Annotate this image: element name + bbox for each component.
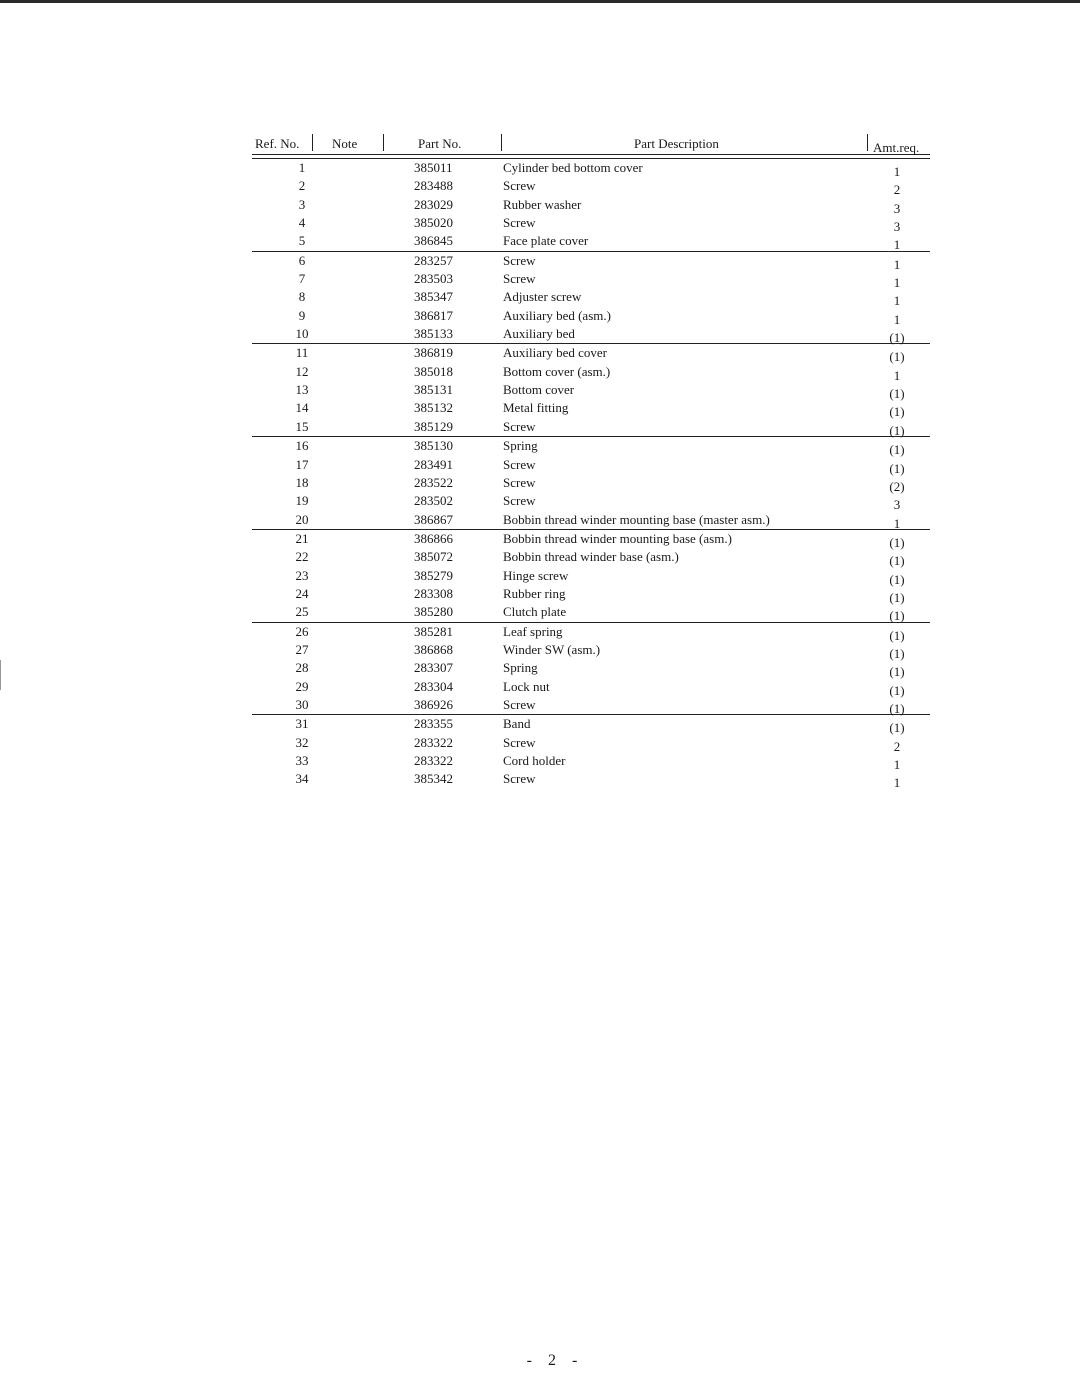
- table-row: [252, 325, 930, 344]
- amount-required-cell: (1): [889, 460, 905, 476]
- amount-required-cell: (1): [889, 645, 905, 661]
- ref-no-cell: 16: [295, 438, 309, 454]
- table-row: [252, 752, 930, 770]
- amount-required-cell: (1): [889, 330, 905, 346]
- part-description-cell: Face plate cover: [503, 233, 589, 249]
- table-row: [252, 678, 930, 696]
- part-description-cell: Auxiliary bed cover: [503, 345, 607, 361]
- part-description-cell: Rubber ring: [503, 585, 566, 601]
- part-description-cell: Spring: [503, 438, 538, 454]
- part-no-cell: 283307: [414, 660, 453, 676]
- table-header: [252, 134, 930, 155]
- part-no-cell: 385133: [414, 326, 453, 342]
- ref-no-cell: 31: [295, 716, 309, 732]
- ref-no-cell: 15: [295, 418, 309, 434]
- part-no-cell: 386867: [414, 511, 453, 527]
- amount-required-cell: 1: [893, 256, 901, 272]
- amount-required-cell: (1): [889, 589, 905, 605]
- amount-required-cell: (1): [889, 571, 905, 587]
- part-no-cell: 385072: [414, 549, 453, 565]
- part-no-cell: 283257: [414, 252, 453, 268]
- table-row: [252, 196, 930, 214]
- table-body: [252, 159, 930, 789]
- header-note: Note: [332, 136, 358, 151]
- ref-no-cell: 12: [295, 363, 309, 379]
- amount-required-cell: (1): [889, 349, 905, 365]
- part-no-cell: 386845: [414, 233, 453, 249]
- amount-required-cell: (1): [889, 700, 905, 716]
- part-no-cell: 385131: [414, 382, 453, 398]
- ref-no-cell: 18: [295, 474, 309, 490]
- amount-required-cell: (1): [889, 720, 905, 736]
- part-no-cell: 386868: [414, 641, 453, 657]
- part-description-cell: Bobbin thread winder mounting base (master asm.): [503, 511, 770, 527]
- header-part-no: Part No.: [418, 136, 462, 151]
- part-no-cell: 385011: [414, 160, 453, 175]
- header-separator: [867, 134, 868, 151]
- ref-no-cell: 20: [295, 511, 309, 527]
- table-row: [252, 511, 930, 530]
- part-description-cell: Screw: [503, 771, 536, 787]
- table-row: [252, 344, 930, 365]
- ref-no-cell: 9: [298, 307, 306, 323]
- part-description-cell: Screw: [503, 696, 536, 712]
- amount-required-cell: (1): [889, 627, 905, 643]
- top-border-rule: [0, 0, 1080, 3]
- part-description-cell: Band: [503, 716, 531, 732]
- table-row: [252, 641, 930, 659]
- part-no-cell: 385132: [414, 400, 453, 416]
- table-row: [252, 252, 930, 270]
- part-no-cell: 283488: [414, 178, 453, 194]
- table-row: [252, 381, 930, 402]
- amount-required-cell: (1): [889, 682, 905, 698]
- part-description-cell: Auxiliary bed (asm.): [503, 307, 611, 323]
- table-row: [252, 567, 930, 585]
- table-row: [252, 492, 930, 513]
- part-no-cell: 283491: [414, 456, 453, 472]
- parts-list-table: [252, 134, 930, 789]
- table-row: [252, 232, 930, 251]
- amount-required-cell: (1): [889, 608, 905, 624]
- part-description-cell: Hinge screw: [503, 567, 569, 583]
- part-description-cell: Screw: [503, 493, 536, 509]
- amount-required-cell: (1): [889, 534, 905, 550]
- ref-no-cell: 27: [295, 641, 309, 657]
- part-no-cell: 385342: [414, 771, 453, 787]
- ref-no-cell: 8: [298, 289, 306, 305]
- part-no-cell: 386819: [414, 345, 453, 361]
- amount-required-cell: (1): [889, 553, 905, 569]
- amount-required-cell: 1: [893, 275, 901, 291]
- table-row: [252, 159, 930, 177]
- ref-no-cell: 32: [295, 734, 309, 750]
- part-description-cell: Metal fitting: [503, 400, 569, 416]
- ref-no-cell: 1: [298, 160, 306, 175]
- part-description-cell: Bobbin thread winder mounting base (asm.): [503, 530, 732, 546]
- table-row: [252, 715, 930, 736]
- ref-no-cell: 29: [295, 678, 309, 694]
- part-no-cell: 283522: [414, 474, 453, 490]
- part-description-cell: Spring: [503, 660, 538, 676]
- amount-required-cell: 1: [893, 237, 901, 253]
- amount-required-cell: (2): [889, 478, 905, 494]
- ref-no-cell: 21: [295, 530, 309, 546]
- table-row: [252, 530, 930, 548]
- part-no-cell: 385347: [414, 289, 453, 305]
- scan-margin-mark: [0, 660, 1, 690]
- ref-no-cell: 33: [295, 753, 309, 768]
- part-description-cell: Clutch plate: [503, 604, 567, 620]
- part-no-cell: 283502: [414, 493, 453, 509]
- amount-required-cell: 3: [893, 200, 901, 216]
- part-description-cell: Cylinder bed bottom cover: [503, 160, 643, 175]
- amount-required-cell: (1): [889, 404, 905, 420]
- table-row: [252, 288, 930, 309]
- part-no-cell: 283322: [414, 734, 453, 750]
- header-ref-no: Ref. No.: [255, 136, 300, 151]
- ref-no-cell: 2: [298, 178, 306, 194]
- amount-required-cell: (1): [889, 422, 905, 438]
- table-row: [252, 363, 930, 381]
- ref-no-cell: 11: [295, 345, 309, 361]
- part-description-cell: Auxiliary bed: [503, 326, 575, 342]
- part-description-cell: Adjuster screw: [503, 289, 582, 305]
- part-description-cell: Bottom cover: [503, 382, 575, 398]
- header-separator: [501, 134, 502, 151]
- table-row: [252, 585, 930, 603]
- part-description-cell: Screw: [503, 215, 536, 231]
- table-row: [252, 474, 930, 492]
- header-amount-required: Amt.req.: [873, 140, 920, 155]
- part-no-cell: 385129: [414, 418, 453, 434]
- ref-no-cell: 6: [298, 252, 306, 268]
- table-row: [252, 399, 930, 420]
- part-no-cell: 385018: [414, 363, 453, 379]
- part-no-cell: 385130: [414, 438, 453, 454]
- amount-required-cell: (1): [889, 664, 905, 680]
- table-row: [252, 659, 930, 680]
- amount-required-cell: (1): [889, 442, 905, 458]
- part-description-cell: Screw: [503, 271, 536, 287]
- part-no-cell: 385020: [414, 215, 453, 231]
- part-description-cell: Screw: [503, 456, 536, 472]
- ref-no-cell: 7: [298, 271, 306, 287]
- amount-required-cell: 1: [893, 164, 901, 179]
- ref-no-cell: 19: [295, 493, 309, 509]
- part-no-cell: 283503: [414, 271, 453, 287]
- part-description-cell: Screw: [503, 252, 536, 268]
- ref-no-cell: 22: [295, 549, 309, 565]
- header-separator: [312, 134, 313, 151]
- amount-required-cell: 1: [893, 775, 901, 791]
- part-description-cell: Screw: [503, 474, 536, 490]
- part-no-cell: 283308: [414, 585, 453, 601]
- table-row: [252, 437, 930, 458]
- part-description-cell: Screw: [503, 734, 536, 750]
- ref-no-cell: 26: [295, 623, 309, 639]
- part-no-cell: 386926: [414, 696, 453, 712]
- table-row: [252, 270, 930, 291]
- ref-no-cell: 28: [295, 660, 309, 676]
- part-no-cell: 386866: [414, 530, 453, 546]
- amount-required-cell: 1: [893, 757, 901, 772]
- part-description-cell: Winder SW (asm.): [503, 641, 601, 657]
- table-row: [252, 214, 930, 235]
- part-description-cell: Leaf spring: [503, 623, 563, 639]
- table-row: [252, 548, 930, 569]
- part-description-cell: Screw: [503, 178, 536, 194]
- part-description-cell: Rubber washer: [503, 196, 582, 212]
- table-row: [252, 603, 930, 622]
- part-description-cell: Lock nut: [503, 678, 550, 694]
- amount-required-cell: 1: [893, 515, 901, 531]
- table-row: [252, 696, 930, 715]
- ref-no-cell: 14: [295, 400, 309, 416]
- amount-required-cell: 1: [893, 367, 901, 383]
- part-no-cell: 385279: [414, 567, 453, 583]
- part-no-cell: 385281: [414, 623, 453, 639]
- ref-no-cell: 24: [295, 585, 309, 601]
- ref-no-cell: 34: [295, 771, 309, 787]
- part-description-cell: Bobbin thread winder base (asm.): [503, 549, 679, 565]
- page-number: - 2 -: [526, 1352, 584, 1369]
- ref-no-cell: 17: [295, 456, 309, 472]
- amount-required-cell: 2: [893, 182, 901, 198]
- amount-required-cell: (1): [889, 386, 905, 402]
- amount-required-cell: 3: [893, 497, 901, 513]
- amount-required-cell: 1: [893, 293, 901, 309]
- part-no-cell: 283304: [414, 678, 453, 694]
- ref-no-cell: 10: [295, 326, 309, 342]
- table-row: [252, 770, 930, 791]
- part-description-cell: Screw: [503, 418, 536, 434]
- ref-no-cell: 5: [298, 233, 306, 249]
- part-no-cell: 386817: [414, 307, 453, 323]
- part-description-cell: Bottom cover (asm.): [503, 363, 611, 379]
- table-row: [252, 418, 930, 437]
- part-no-cell: 283322: [414, 753, 453, 768]
- ref-no-cell: 25: [295, 604, 309, 620]
- table-row: [252, 734, 930, 752]
- table-row: [252, 177, 930, 198]
- ref-no-cell: 23: [295, 567, 309, 583]
- table-row: [252, 456, 930, 474]
- header-part-description: Part Description: [634, 136, 719, 151]
- ref-no-cell: 4: [298, 215, 306, 231]
- ref-no-cell: 13: [295, 382, 309, 398]
- part-no-cell: 385280: [414, 604, 453, 620]
- table-row: [252, 623, 930, 641]
- table-row: [252, 307, 930, 325]
- amount-required-cell: 2: [893, 738, 901, 754]
- ref-no-cell: 3: [298, 196, 306, 212]
- amount-required-cell: 1: [893, 311, 901, 327]
- part-description-cell: Cord holder: [503, 753, 566, 768]
- part-no-cell: 283355: [414, 716, 453, 732]
- header-separator: [383, 134, 384, 151]
- amount-required-cell: 3: [893, 219, 901, 235]
- ref-no-cell: 30: [295, 696, 309, 712]
- part-no-cell: 283029: [414, 196, 453, 212]
